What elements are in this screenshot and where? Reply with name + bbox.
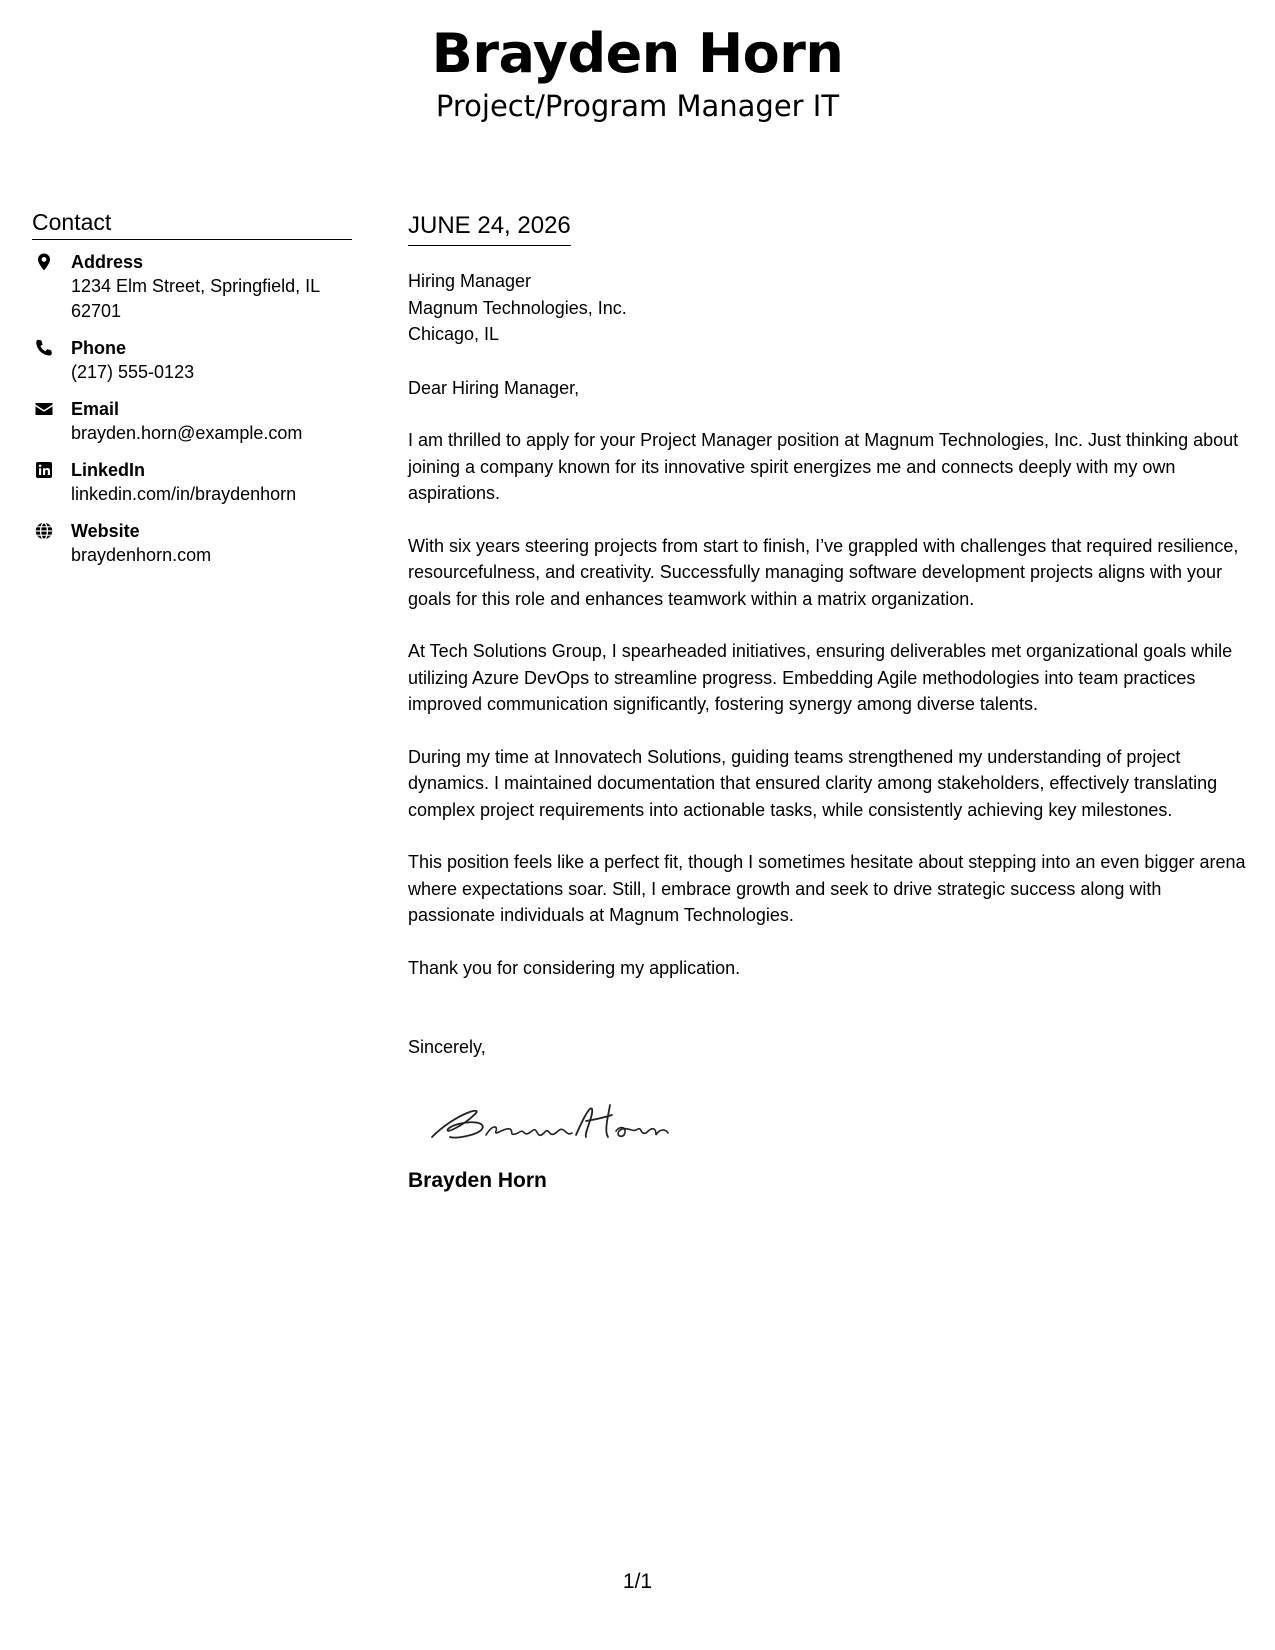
paragraph-6: Thank you for considering my application. bbox=[408, 957, 741, 978]
recipient-location: Chicago, IL bbox=[408, 324, 500, 344]
applicant-role: Project/Program Manager IT bbox=[435, 89, 840, 123]
phone-icon bbox=[34, 338, 54, 358]
phone-label: Phone bbox=[71, 338, 127, 358]
contact-sidebar bbox=[32, 207, 352, 580]
resume-header bbox=[0, 22, 1275, 124]
location-pin-icon bbox=[34, 252, 54, 272]
closing: Sincerely, bbox=[408, 1037, 486, 1057]
paragraph-1: I am thrilled to apply for your Project Manager position at Magnum Technologies, Inc. Just thinking about joining a company known for its innovative spirit energizes me and connects deeply with my own aspirations. bbox=[408, 430, 1239, 503]
letter-date: JUNE 24, 2026 bbox=[408, 210, 571, 246]
applicant-name: Brayden Horn bbox=[431, 22, 844, 85]
linkedin-label: LinkedIn bbox=[71, 460, 146, 480]
paragraph-3: At Tech Solutions Group, I spearheaded initiatives, ensuring deliverables met organizational goals while utilizing Azure DevOps to streamline progress. Embedding Agile methodologies into team practices improved communication significantly, fostering synergy among diverse talents. bbox=[408, 641, 1233, 714]
contact-section-title: Contact bbox=[32, 207, 352, 240]
signature-graphic bbox=[426, 1091, 686, 1151]
recipient-block bbox=[408, 268, 1253, 348]
email-label: Email bbox=[71, 399, 120, 419]
contact-list bbox=[32, 250, 352, 568]
globe-icon bbox=[34, 521, 54, 541]
contact-item-linkedin bbox=[32, 458, 352, 507]
paragraph-4: During my time at Innovatech Solutions, guiding teams strengthened my understanding of project dynamics. I maintained documentation that ensured clarity among stakeholders, effectively translating complex project requirements into actionable tasks, while consistently achieving key milestones. bbox=[408, 746, 1218, 820]
address-label: Address bbox=[71, 252, 144, 272]
paragraph-2: With six years steering projects from start to finish, I’ve grappled with challenges that required resilience, resourcefulness, and creativity. Successfully managing software development projects aligns with your goals for this role and enhances teamwork within a matrix organization. bbox=[408, 535, 1239, 609]
recipient-title: Hiring Manager bbox=[408, 271, 532, 291]
address-line-2: 62701 bbox=[71, 301, 122, 321]
contact-item-address bbox=[32, 250, 352, 324]
email-value: brayden.horn@example.com bbox=[71, 423, 303, 443]
linkedin-value: linkedin.com/in/braydenhorn bbox=[71, 484, 297, 504]
website-value: braydenhorn.com bbox=[71, 545, 212, 565]
salutation: Dear Hiring Manager, bbox=[408, 377, 580, 398]
website-label: Website bbox=[71, 521, 140, 541]
contact-item-phone bbox=[32, 336, 352, 385]
envelope-icon bbox=[34, 399, 54, 419]
cover-letter-body bbox=[408, 210, 1253, 1195]
contact-item-email bbox=[32, 397, 352, 446]
page-indicator: 1/1 bbox=[622, 1570, 653, 1593]
recipient-company: Magnum Technologies, Inc. bbox=[408, 297, 627, 318]
handwritten-signature bbox=[426, 1091, 686, 1151]
paragraph-5: This position feels like a perfect fit, though I sometimes hesitate about stepping into an even bigger arena where expectations soar. Still, I embrace growth and seek to drive strategic success along with passionate individuals at Magnum Technologies. bbox=[408, 852, 1246, 925]
linkedin-icon bbox=[34, 460, 54, 480]
contact-item-website bbox=[32, 519, 352, 568]
signed-name: Brayden Horn bbox=[408, 1168, 547, 1192]
address-line-1: 1234 Elm Street, Springfield, IL bbox=[71, 276, 321, 296]
phone-value: (217) 555-0123 bbox=[71, 362, 195, 382]
